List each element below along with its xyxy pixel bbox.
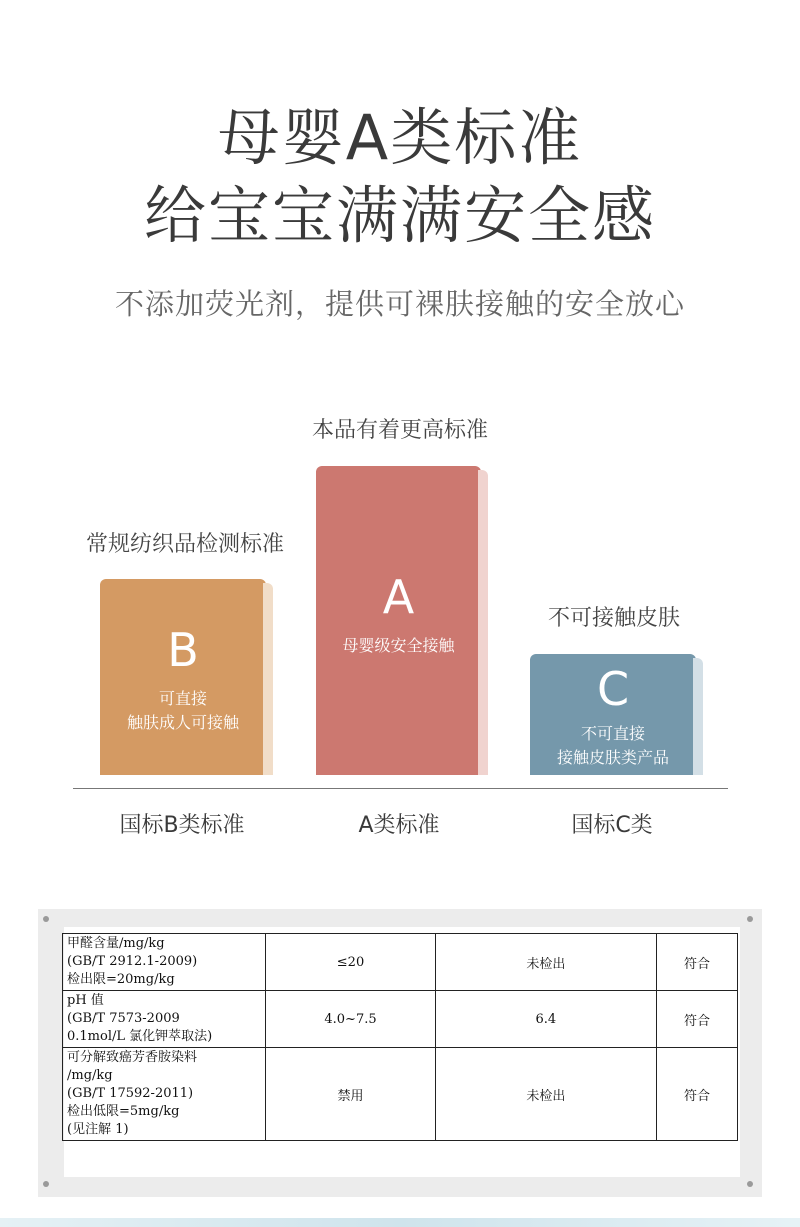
test-item-cell: [63, 991, 266, 1048]
hero-title-line2: 给宝宝满满安全感: [143, 179, 656, 252]
grade-b-desc-line2: 触肤成人可接触: [126, 713, 239, 732]
result-cell: 未检出: [435, 1048, 656, 1141]
test-item-line: 检出低限=5mg/kg: [67, 1104, 180, 1119]
test-item-line: (GB/T 7573-2009: [67, 1011, 180, 1026]
comparison-baseline: [73, 788, 728, 789]
result-cell: 未检出: [435, 934, 656, 991]
caption-c-no-skin-contact: 不可接触皮肤: [547, 606, 680, 631]
grade-b-desc-line1: 可直接: [158, 689, 207, 708]
grade-a-block: [316, 466, 481, 775]
grade-a-desc-line1: 母婴级安全接触: [342, 636, 455, 655]
test-results-table: [62, 933, 738, 1141]
bottom-decor-band: [0, 1218, 800, 1227]
caption-a-higher-standard: 本品有着更高标准: [311, 418, 488, 443]
judgement-cell: 符合: [657, 934, 738, 991]
pin-icon: [747, 1181, 753, 1187]
grade-b-block-shadow: [263, 583, 273, 775]
test-item-line: 可分解致癌芳香胺染料: [67, 1050, 198, 1065]
grade-b-letter: B: [167, 623, 199, 677]
category-label-b: 国标B类标准: [119, 813, 245, 838]
test-item-line: pH 值: [67, 993, 104, 1008]
test-item-line: (见注解 1): [67, 1122, 129, 1137]
table-row: [63, 934, 738, 991]
result-cell: 6.4: [435, 991, 656, 1048]
test-item-cell: [63, 934, 266, 991]
grade-c-desc-line2: 接触皮肤类产品: [556, 748, 669, 767]
test-item-cell: [63, 1048, 266, 1141]
test-item-line: (GB/T 17592-2011): [67, 1086, 194, 1101]
table-row: [63, 1048, 738, 1141]
category-label-c: 国标C类: [571, 813, 653, 838]
judgement-cell: 符合: [657, 991, 738, 1048]
test-item-line: /mg/kg: [67, 1068, 113, 1083]
test-report-panel: [38, 909, 762, 1197]
pin-icon: [43, 916, 49, 922]
table-row: [63, 991, 738, 1048]
test-item-line: 0.1mol/L 氯化钾萃取法): [67, 1029, 213, 1044]
caption-b-regular-standard: 常规纺织品检测标准: [85, 532, 284, 557]
grade-c-letter: C: [596, 662, 630, 716]
grade-c-block-shadow: [693, 658, 703, 775]
test-item-line: (GB/T 2912.1-2009): [67, 954, 198, 969]
test-item-line: 甲醛含量/mg/kg: [67, 936, 165, 951]
limit-cell: 4.0~7.5: [266, 991, 435, 1048]
judgement-cell: 符合: [657, 1048, 738, 1141]
hero-subtitle: 不添加荧光剂，提供可裸肤接触的安全放心: [114, 287, 685, 321]
category-label-a: A类标准: [358, 813, 440, 838]
limit-cell: 禁用: [266, 1048, 435, 1141]
pin-icon: [43, 1181, 49, 1187]
hero-title-line1: 母婴A类标准: [217, 101, 583, 174]
test-item-line: 检出限=20mg/kg: [67, 972, 175, 987]
grade-b-block: [100, 579, 266, 775]
grade-c-block: [530, 654, 696, 775]
pin-icon: [747, 916, 753, 922]
limit-cell: ≤20: [266, 934, 435, 991]
grade-a-letter: A: [382, 570, 415, 624]
grade-a-block-shadow: [478, 470, 488, 775]
grade-c-desc-line1: 不可直接: [580, 724, 645, 743]
